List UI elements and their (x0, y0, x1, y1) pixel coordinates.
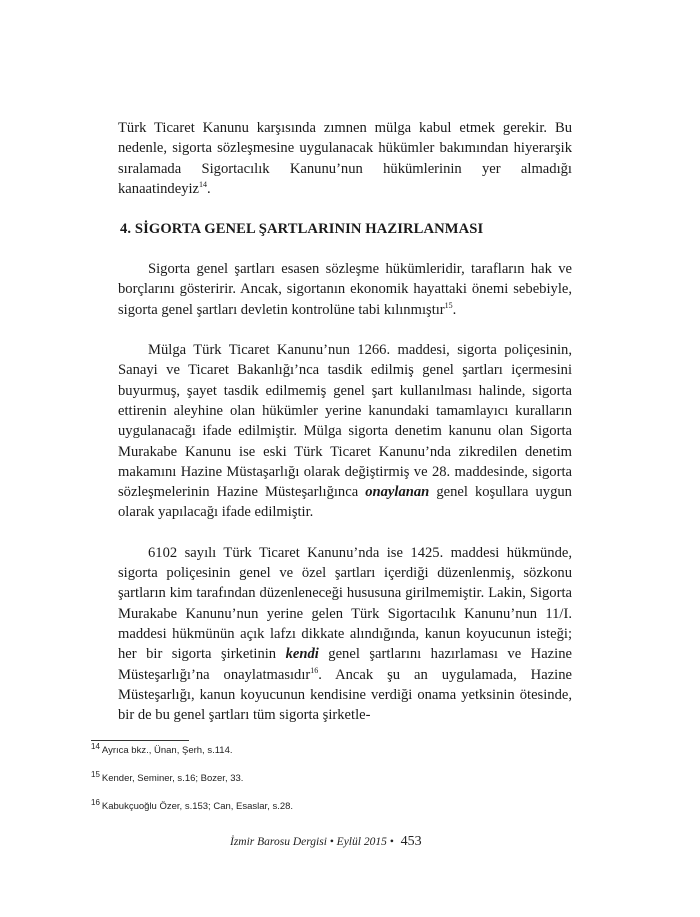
paragraph-1: Türk Ticaret Kanunu karşısında zımnen mülga kabul etmek gerekir. Bu nedenle, sigorta sözleşmesine uygulanacak hükümler bakımından hiyerarşik sıralamada Sigortacılık Kanunu’nun hükümlerinin yer almadığı kanaatindeyiz$^{14}$. (118, 120, 572, 197)
section-heading: 4. SİGORTA GENEL ŞARTLARININ HAZIRLANMASI (120, 221, 484, 238)
emphasis-kendi: kendi (285, 646, 319, 663)
page-body (118, 118, 572, 725)
footnote-14: $^{14}$ Ayrıca bkz., Ünan, Şerh, s.114. (91, 742, 233, 757)
footnote-16: $^{16}$ Kabukçuoğlu Özer, s.153; Can, Esaslar, s.28. (91, 798, 294, 813)
footnote-ref-15[interactable]: 15 (444, 300, 453, 310)
paragraph-3: Mülga Türk Ticaret Kanunu’nun 1266. maddesi, sigorta poliçesinin, Sanayi ve Ticaret Bakanlığı’nca tasdik edilmiş genel şartları içermesini buyurmuş, şayet tasdik edilmemiş genel şart kullanılması halinde, sigorta ettirenin aleyhine olan hükümler yerine kanundaki tamamlayıcı kuralların uygulanacağı ifade edilmiştir. Mülga sigorta denetim kanunu olan Sigorta Murakabe Kanunu ise eski Türk Ticaret Kanunu’nda zikredilen denetim makamını Hazine Müstaşarlığı olarak değiştirmiş ve 28. maddesinde, sigorta sözleşmelerinin Hazine Müsteşarlığınca onaylanan genel koşullara uygun olarak yapılacağı ifade edilmiştir. (118, 342, 572, 521)
footnotes (91, 741, 591, 825)
footnote-ref-16[interactable]: 16 (310, 665, 319, 675)
paragraph-2: Sigorta genel şartları esasen sözleşme hükümleridir, tarafların hak ve borçlarını gösteririr. Ancak, sigortanın ekonomik hayattaki önemi sebebiyle, sigorta genel şartları devletin kontrolüne tabi kılınmıştır$^{15}$. (118, 261, 572, 318)
page-footer (230, 834, 490, 850)
journal-name: İzmir Barosu Dergisi • Eylül 2015 • (230, 836, 394, 848)
footnote-15: $^{15}$ Kender, Seminer, s.16; Bozer, 33. (91, 770, 244, 785)
emphasis-onaylanan: onaylanan (365, 484, 430, 501)
paragraph-4: 6102 sayılı Türk Ticaret Kanunu’nda ise 1425. maddesi hükmünde, sigorta poliçesinin genel ve özel şartları içerdiği düzenlenmiş, sözkonu şartların kim tarafından düzenleneceği hususuna girilmemiştir. Lakin, Sigorta Murakabe Kanunu’nun yerine gelen Türk Sigortacılık Kanunu’nun 11/I. maddesi hükmünün açık lafzı dikkate alındığında, kanun koyucunun isteği; her bir sigorta şirketinin kendi genel şartlarını hazırlaması ve Hazine Müsteşarlığı’na onaylatmasıdır$^{16}$. Ancak şu an uygulamada, Hazine Müsteşarlığı, kanun koyucunun kendisine verdiği onama yetksinin ötesinde, bir de bu genel şartları tüm sigorta şirketle- (118, 544, 572, 724)
footnote-ref-14[interactable]: 14 (199, 180, 208, 190)
page-number: 453 (400, 834, 422, 849)
